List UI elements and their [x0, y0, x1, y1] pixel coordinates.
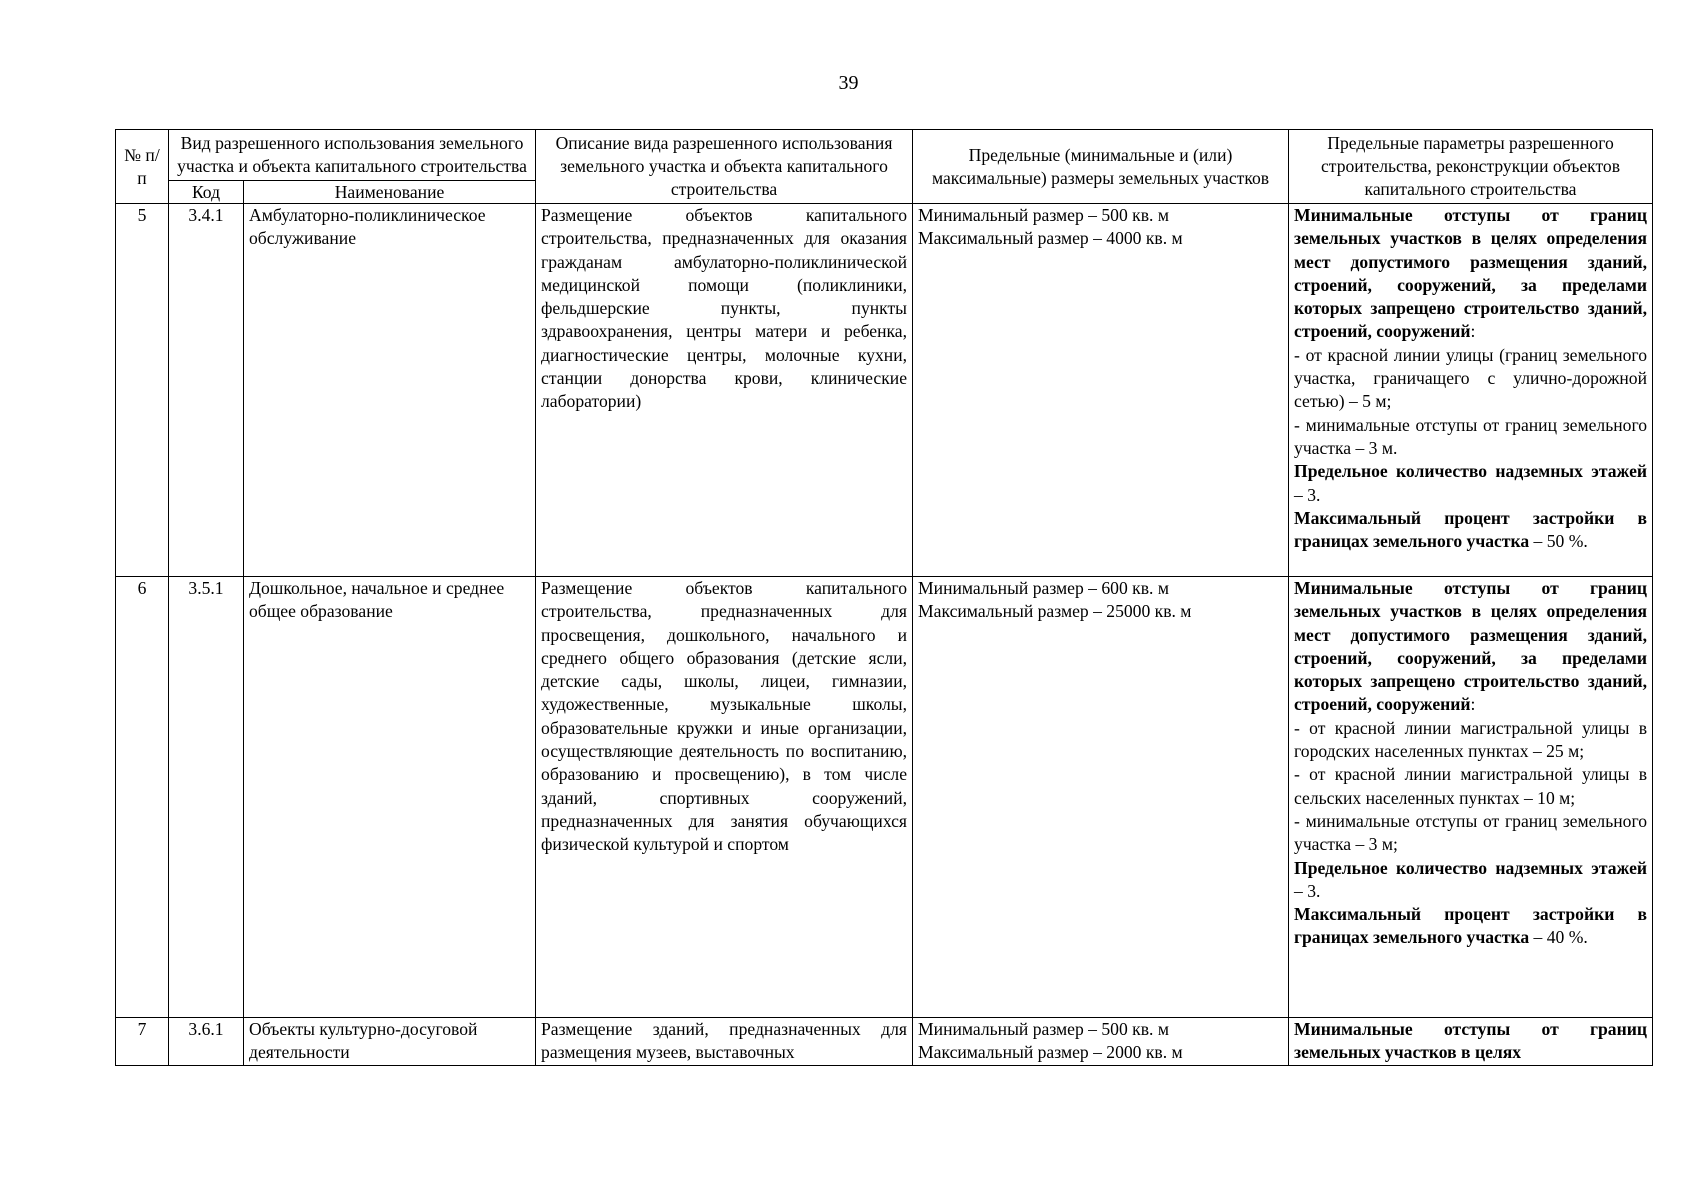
land-use-table [115, 129, 1653, 1066]
row-sizes [913, 1018, 1289, 1066]
row-sizes [913, 204, 1289, 577]
setbacks-paragraph [1294, 204, 1647, 344]
setbacks-title: Минимальные отступы от границ земельных участков в целях [1294, 1019, 1648, 1063]
row-name: Дошкольное, начальное и среднее общее образование [244, 577, 536, 1018]
setbacks-paragraph [1294, 1018, 1647, 1064]
floors-value: – 3. [1294, 484, 1321, 505]
header-plot-sizes: Предельные (минимальные и (или) максимальные) размеры земельных участков [913, 130, 1289, 204]
row-sizes [913, 577, 1289, 1018]
row-code: 3.6.1 [169, 1018, 244, 1066]
coverage-paragraph [1294, 903, 1647, 950]
row-name-text: Объекты культурно-досуговой деятельности [249, 1019, 478, 1063]
setback-item: - минимальные отступы от границ земельного участка – 3 м. [1294, 414, 1648, 458]
setback-item: - от красной линии улицы (границ земельного участка, граничащего с улично-дорожной сетью) – 5 м; [1294, 344, 1648, 412]
header-build-params: Предельные параметры разрешенного строительства, реконструкции объектов капитального строительства [1289, 130, 1653, 204]
row-code: 3.4.1 [169, 204, 244, 577]
floors-label: Предельное количество надземных этажей [1294, 461, 1648, 482]
header-use-type: Вид разрешенного использования земельного участка и объекта капитального строительства [169, 130, 536, 181]
size-min: Минимальный размер – 600 кв. м [918, 578, 1169, 598]
coverage-value: – 50 %. [1529, 531, 1588, 552]
coverage-paragraph [1294, 507, 1647, 554]
floors-label: Предельное количество надземных этажей [1294, 857, 1648, 878]
row-name [244, 1018, 536, 1066]
header-description: Описание вида разрешенного использования земельного участка и объекта капитального строительства [536, 130, 913, 204]
size-min: Минимальный размер – 500 кв. м [918, 205, 1169, 225]
size-min: Минимальный размер – 500 кв. м [918, 1019, 1169, 1039]
size-max: Максимальный размер – 4000 кв. м [918, 228, 1183, 249]
row-description [536, 1018, 913, 1066]
row-description: Размещение объектов капитального строительства, предназначенных для просвещения, дошкольного, начального и среднего общего образования (детские ясли, детские сады, школы, лицеи, гимназии, художественные, музыкальные школы, образовательные кружки и иные организации, осуществляющие деятельность по воспитанию, образованию и просвещению), в том числе зданий, спортивных сооружений, предназначенных для занятия обучающихся физической культурой и спортом [536, 577, 913, 1018]
setback-item: - от красной линии магистральной улицы в городских населенных пунктах – 25 м; [1294, 717, 1648, 762]
row-description: Размещение объектов капитального строительства, предназначенных для оказания гражданам амбулаторно-поликлинической медицинской помощи (поликлиники, фельдшерские пункты, пункты здравоохранения, центры матери и ребенка, диагностические центры, молочные кухни, станции донорства крови, клинические лаборатории) [536, 204, 913, 577]
row-params [1289, 1018, 1653, 1066]
setback-item: - минимальные отступы от границ земельного участка – 3 м; [1294, 810, 1648, 855]
floors-paragraph [1294, 460, 1647, 507]
table-row [116, 204, 1653, 577]
setbacks-colon: : [1470, 694, 1476, 715]
row-description-text: Размещение зданий, предназначенных для размещения музеев, выставочных [541, 1019, 908, 1063]
row-number: 5 [116, 204, 169, 577]
row-params [1289, 204, 1653, 577]
table-row [116, 1018, 1653, 1066]
coverage-label: Максимальный процент застройки в границах земельного участка [1294, 904, 1648, 948]
header-name: Наименование [244, 181, 536, 204]
row-name: Амбулаторно-поликлиническое обслуживание [244, 204, 536, 577]
floors-paragraph [1294, 857, 1647, 904]
coverage-label: Максимальный процент застройки в границах земельного участка [1294, 507, 1648, 552]
row-number: 7 [116, 1018, 169, 1066]
row-code: 3.5.1 [169, 577, 244, 1018]
row-params [1289, 577, 1653, 1018]
table-row [116, 577, 1653, 1018]
size-max: Максимальный размер – 2000 кв. м [918, 1042, 1183, 1063]
floors-value: – 3. [1294, 880, 1321, 901]
row-number: 6 [116, 577, 169, 1018]
header-number: № п/п [116, 130, 169, 204]
setback-item: - от красной линии магистральной улицы в сельских населенных пунктах – 10 м; [1294, 764, 1648, 808]
setbacks-title: Минимальные отступы от границ земельных участков в целях определения мест допустимого размещения зданий, строений, сооружений, за пределами которых запрещено строительство зданий, строений, сооружений [1294, 578, 1648, 715]
setbacks-colon: : [1470, 321, 1476, 342]
coverage-value: – 40 %. [1529, 927, 1588, 948]
size-max: Максимальный размер – 25000 кв. м [918, 601, 1192, 622]
page-number: 39 [838, 72, 859, 94]
setbacks-paragraph [1294, 577, 1647, 717]
setbacks-title: Минимальные отступы от границ земельных участков в целях определения мест допустимого размещения зданий, строений, сооружений, за пределами которых запрещено строительство зданий, строений, сооружений [1294, 205, 1648, 342]
header-code: Код [169, 181, 244, 204]
